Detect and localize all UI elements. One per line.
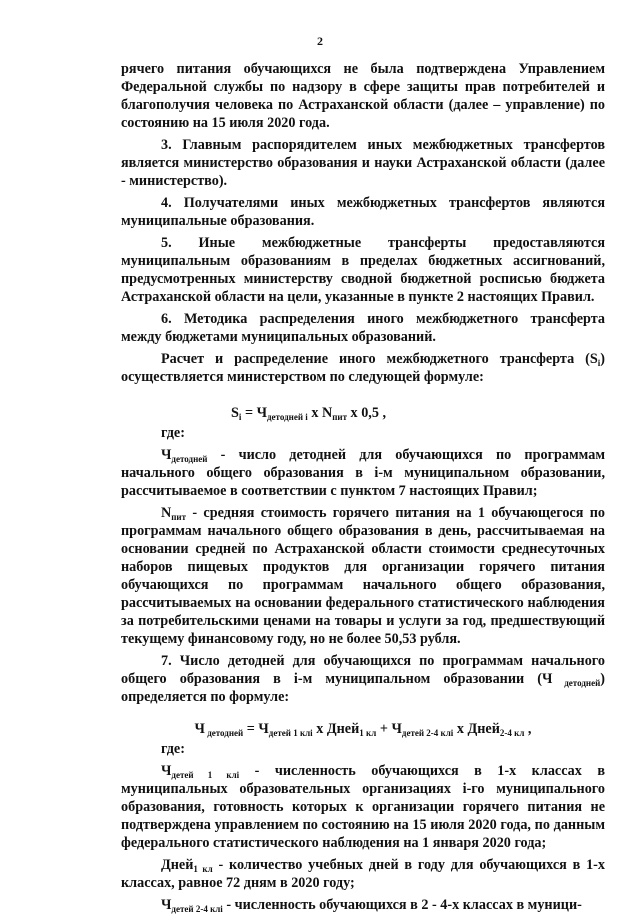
document-body xyxy=(121,60,605,918)
formula-child-days: Ч $_{детодней} = Ч_{детей 1 клi}$ x Дней$_{1 кл}$ + $Ч_{детей 2-4 клi}$ x Дней$_{2-4 кл}$ , xyxy=(194,721,532,738)
definition-meal-cost: $N_{пит}$ - средняя стоимость горячего питания на 1 обучающегося по программам начального общего образования в день, рассчитываемая на основании средней по Астраханской области стоимости среднесуточных наборов пищевых продуктов для организации горячего питания обучающихся по программам начального общего образования, рассчитываемых на основании федерального статистического наблюдения за потребительскими ценами на товары и услуги за год, предшествующий текущему финансовому году, но не более 50,53 рубля. xyxy=(121,505,605,647)
definition-grade1-students: $Ч_{детей 1 клi}$ - численность обучающихся в 1-х классах в муниципальных образовательных организациях i-го муниципального образования, готовность которых к организации горячего питания не подтверждена управлением по состоянию на 15 июля 2020 года, по данным федерального статистического наблюдения на 1 января 2020 года; xyxy=(121,763,605,851)
paragraph-4: 4. Получателями иных межбюджетных трансфертов являются муниципальные образования. xyxy=(121,195,605,229)
definition-grade1-days: Дней$_{1 кл}$ - количество учебных дней в году для обучающихся в 1-х классах, равное 72 дням в 2020 году; xyxy=(121,857,605,891)
where-label-1: где: xyxy=(161,425,185,441)
paragraph-calc-intro: Расчет и распределение иного межбюджетного трансферта $(S_i)$ осуществляется министерством по следующей формуле: xyxy=(121,351,605,385)
definition-grade2-4-students: $Ч_{детей 2-4 клi}$ - численность обучающихся в 2 - 4-х классах в муници- xyxy=(161,897,582,914)
paragraph-7: 7. Число детодней для обучающихся по программам начального общего образования в i-м муниципальном образовании (Ч $_{детодней}$) определяется по формуле: xyxy=(121,653,605,705)
page-number: 2 xyxy=(317,34,323,48)
where-label-2: где: xyxy=(161,741,185,757)
paragraph-6: 6. Методика распределения иного межбюджетного трансферта между бюджетами муниципальных образований. xyxy=(121,311,605,345)
paragraph-3: 3. Главным распорядителем иных межбюджетных трансфертов является министерство образования и науки Астраханской области (далее - министерство). xyxy=(121,137,605,189)
paragraph-intro: рячего питания обучающихся не была подтверждена Управлением Федеральной службы по надзору в сфере защиты прав потребителей и благополучия человека по Астраханской области (далее – управление) по состоянию на 15 июля 2020 года. xyxy=(121,61,605,131)
definition-child-days: $Ч_{детодней}$ - число детодней для обучающихся по программам начального общего образования в i-м муниципальном образовании, рассчитываемое в соответствии с пунктом 7 настоящих Правил; xyxy=(121,447,605,499)
formula-transfer: $S_i = Ч_{детодней i}$ x $N_{пит}$ x 0,5 , xyxy=(231,405,387,422)
paragraph-5: 5. Иные межбюджетные трансферты предоставляются муниципальным образованиям в пределах бюджетных ассигнований, предусмотренных министерству сводной бюджетной росписью бюджета Астраханской области на цели, указанные в пункте 2 настоящих Правил. xyxy=(121,235,605,305)
